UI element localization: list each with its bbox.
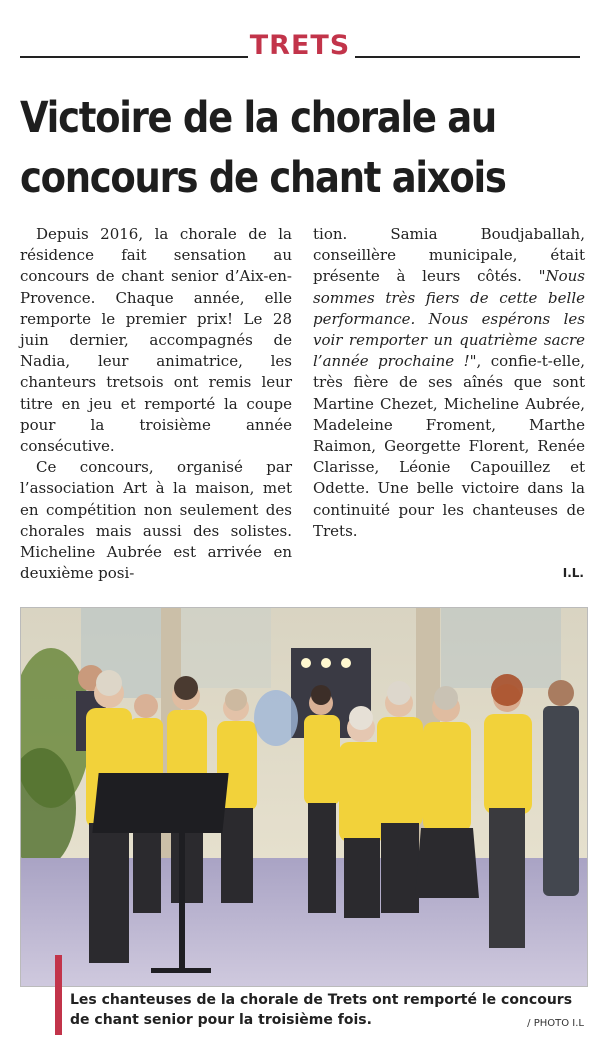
headline-line-1: Victoire de la chorale au xyxy=(20,93,496,143)
article-column-left xyxy=(20,224,292,584)
headline-line-2: concours de chant aixois xyxy=(20,153,506,203)
section-kicker xyxy=(20,30,580,60)
photo-caption: Les chanteuses de la chorale de Trets ont remporté le concours de chant senior pour la troisième fois. xyxy=(70,992,573,1028)
paragraph-1: Depuis 2016, la chorale de la résidence fait sensation au concours de chant senior d’Aix-en-Provence. Chaque année, elle remporte le premier prix! Le 28 juin dernier, accompagnés de Nadia, leur animatrice, les chanteurs tretsois ont remis leur titre en jeu et remporté la coupe pour la troisième année consécutive. xyxy=(20,225,292,456)
section-label: TRETS xyxy=(249,30,351,61)
paragraph-3-outro: ", confie-t-elle, très fière de ses aînés que sont Martine Chezet, Micheline Aubrée, Madeleine Froment, Marthe Raimon, Georgette Florent, Renée Clarisse, Léonie Capouillez et Odette. Une belle victoire dans la continuité pour les chanteuses de Trets. xyxy=(313,352,585,540)
paragraph-3 xyxy=(313,224,585,542)
caption-accent-bar xyxy=(55,955,62,1035)
paragraph-2: Ce concours, organisé par l’association Art à la maison, met en compétition non seulement des chorales mais aussi des solistes. Micheline Aubrée est arrivée en deuxième posi- xyxy=(20,458,292,583)
photo-credit: / PHOTO I.L xyxy=(527,1018,584,1029)
paragraph-3-intro: tion. Samia Boudjaballah, conseillère municipale, était présente à leurs côtés. " xyxy=(313,225,585,286)
choir-photo-illustration xyxy=(21,608,587,986)
article-headline xyxy=(20,88,510,208)
author-byline: I.L. xyxy=(562,566,584,580)
kicker-rule-right xyxy=(355,56,580,58)
article-photo xyxy=(20,607,588,987)
article-column-right xyxy=(313,224,585,542)
quote: Nous sommes très fiers de cette belle performance. Nous espérons les voir remporter un quatrième sacre l’année prochaine ! xyxy=(313,267,585,371)
